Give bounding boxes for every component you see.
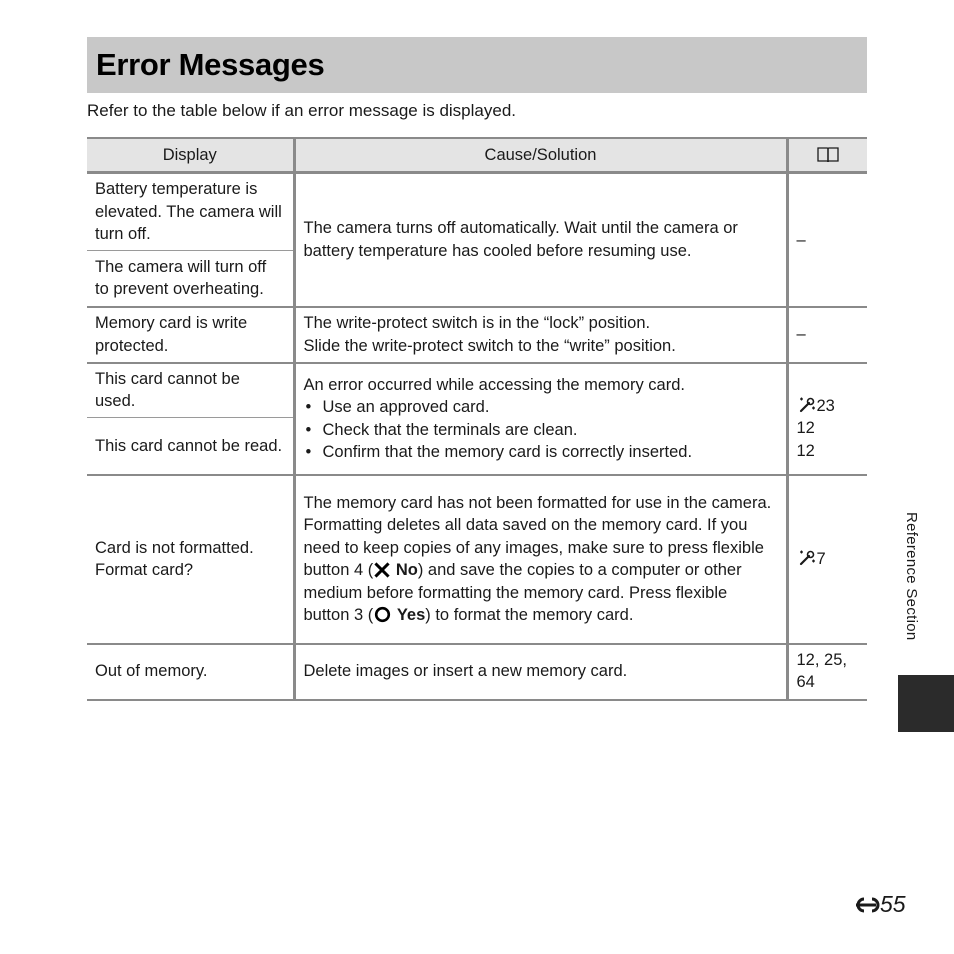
cause-line: The write-protect switch is in the “lock” position. <box>303 314 651 332</box>
ref-page: 7 <box>816 549 826 568</box>
x-icon <box>374 562 390 578</box>
tools-icon <box>798 396 816 414</box>
ref-cell <box>787 363 867 475</box>
ref-line: 12 <box>796 441 815 460</box>
cause-cell <box>294 475 787 644</box>
table-row <box>87 644 867 700</box>
display-cell: Card is not formatted. Format card? <box>87 475 294 644</box>
table-row <box>87 173 867 251</box>
display-cell: Battery temperature is elevated. The camera will turn off. <box>87 173 294 251</box>
table-row <box>87 307 867 363</box>
display-cell: This card cannot be read. <box>87 418 294 475</box>
bullet-list <box>304 396 778 464</box>
display-cell: This card cannot be used. <box>87 363 294 418</box>
yes-label: Yes <box>396 606 426 624</box>
cause-cell: The camera turns off automatically. Wait until the camera or battery temperature has cooled before resuming use. <box>294 173 787 307</box>
side-section-tab <box>898 675 954 732</box>
table-row <box>87 363 867 418</box>
title-bar <box>87 37 867 93</box>
cause-cell: Delete images or insert a new memory card. <box>294 644 787 700</box>
header-ref <box>787 138 867 173</box>
ref-page: 23 <box>816 396 835 415</box>
ref-cell: – <box>787 173 867 307</box>
table-row <box>87 475 867 644</box>
ref-cell: – <box>787 307 867 363</box>
cause-cell <box>294 363 787 475</box>
list-item: • Confirm that the memory card is correctly inserted. <box>304 441 778 464</box>
table-header-row <box>87 138 867 173</box>
display-cell: Memory card is write protected. <box>87 307 294 363</box>
no-label: No <box>395 561 418 579</box>
cause-cell <box>294 307 787 363</box>
header-cause: Cause/Solution <box>294 138 787 173</box>
list-item: • Check that the terminals are clean. <box>304 419 778 442</box>
cause-paragraph <box>304 514 778 627</box>
display-cell: Out of memory. <box>87 644 294 700</box>
list-item: • Use an approved card. <box>304 396 778 419</box>
cause-paragraph: The memory card has not been formatted for use in the camera. <box>303 493 772 512</box>
intro-text: Refer to the table below if an error message is displayed. <box>87 101 517 120</box>
cause-text: ) to format the memory card. <box>425 606 634 624</box>
cause-text: ) and save the copies to a computer or other medium before formatting the memory card. Press flexible button 3 ( <box>303 561 742 624</box>
cause-line: Slide the write-protect switch to the “write” position. <box>303 336 676 355</box>
ref-cell <box>787 475 867 644</box>
circle-icon <box>374 606 391 623</box>
page-number <box>852 891 906 918</box>
header-display: Display <box>87 138 294 173</box>
tools-icon <box>798 549 816 567</box>
page-number-text: 55 <box>880 891 906 917</box>
ref-cell: 12, 25, 64 <box>787 644 867 700</box>
page-title: Error Messages <box>96 47 325 82</box>
reference-e-icon <box>852 895 880 915</box>
error-table <box>87 137 867 701</box>
cause-line: An error occurred while accessing the memory card. <box>303 375 685 394</box>
ref-line <box>797 395 864 418</box>
display-cell: The camera will turn off to prevent overheating. <box>87 251 294 307</box>
book-icon <box>816 146 840 164</box>
cause-text: Formatting deletes all data saved on the memory card. If you need to keep copies of any images, make sure to press flexible button 4 ( <box>303 516 764 579</box>
ref-line: 12 <box>796 419 815 438</box>
side-section-label: Reference Section <box>903 512 920 641</box>
